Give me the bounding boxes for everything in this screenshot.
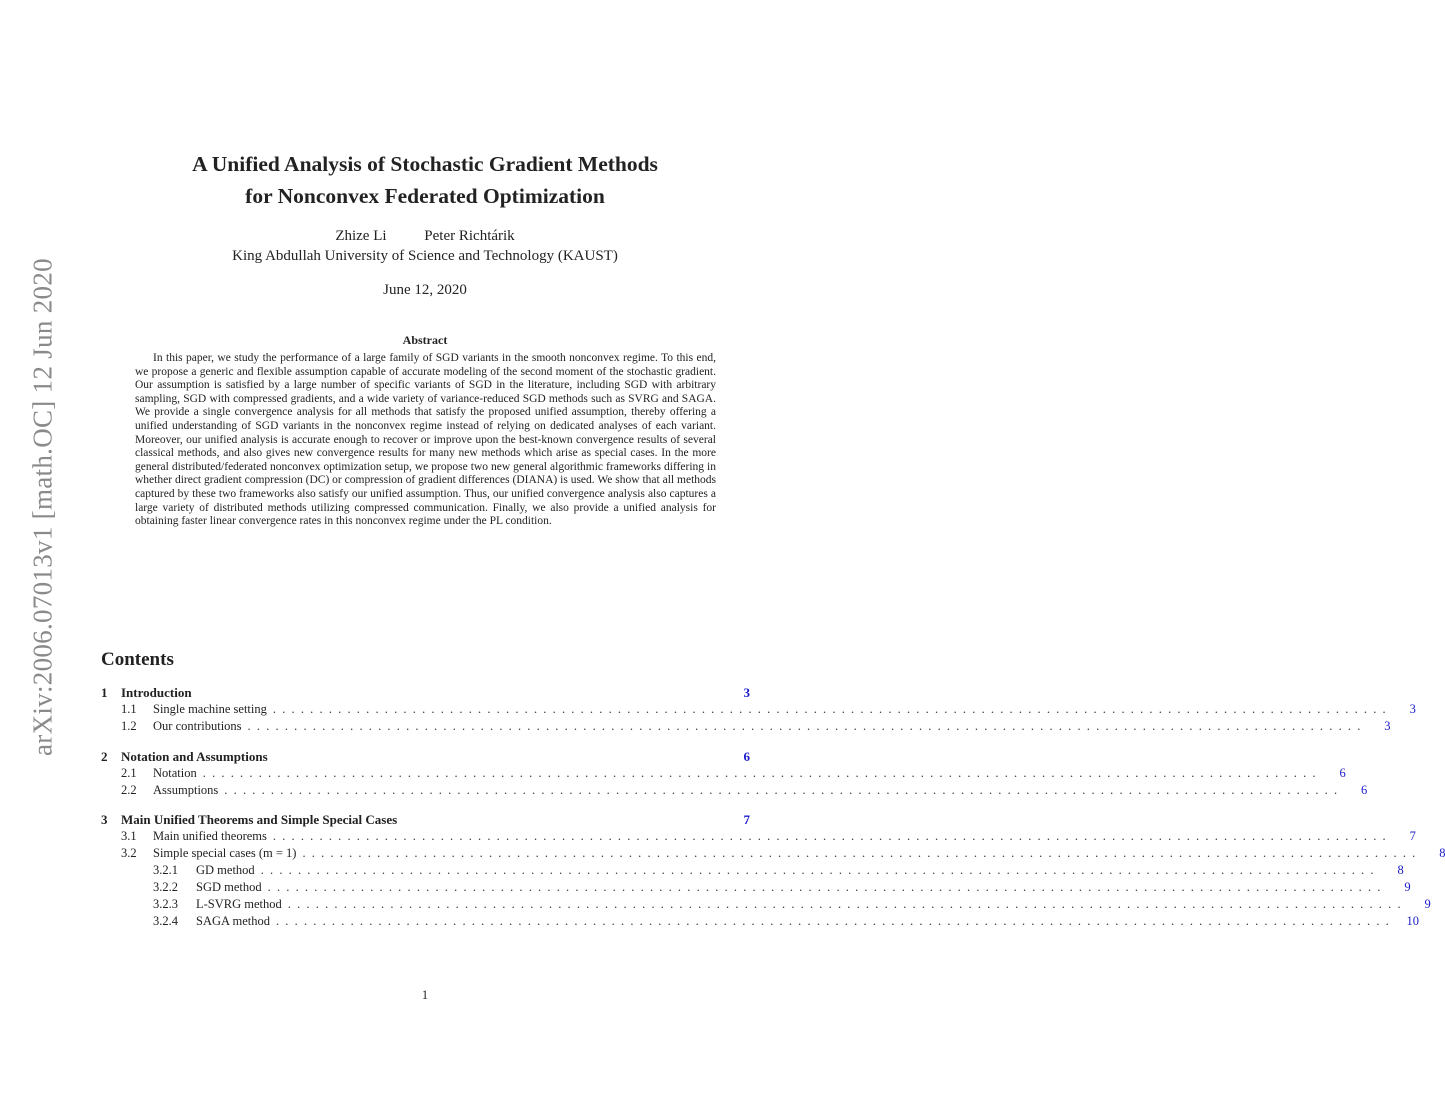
- toc-label: Main Unified Theorems and Simple Special Cases: [121, 811, 403, 828]
- toc-subsubsection[interactable]: [101, 879, 1411, 896]
- abstract-heading: Abstract: [402, 333, 448, 347]
- toc-page-link[interactable]: 7: [743, 812, 750, 827]
- abstract-text: In this paper, we study the performance of a large family of SGD variants in the smooth nonconvex regime. To this end, we propose a generic and flexible assumption capable of accurate modeling of the second moment of the stochastic gradient. Our assumption is satisfied by a large number of specific variants of SGD in the literature, including SGD with arbitrary sampling, SGD with compressed gradients, and a wide variety of variance-reduced SGD methods such as SVRG and SAGA. We provide a single convergence analysis for all methods that satisfy the proposed unified assumption, thereby offering a unified understanding of SGD variants in the nonconvex regime instead of relying on dedicated analyses of each variant. Moreover, our unified analysis is accurate enough to recover or improve upon the best-known convergence results of several classical methods, and also gives new convergence results for many new methods which arise as special cases. In the more general distributed/federated nonconvex optimization setup, we propose two new general algorithmic frameworks differing in whether direct gradient compression (DC) or compression of gradient differences (DIANA) is used. We show that all methods captured by these two frameworks also satisfy our unified assumption. Thus, our unified convergence analysis also captures a large variety of distributed methods utilizing compressed communication. Finally, we also provide a unified analysis for obtaining faster linear convergence rates in this nonconvex regime under the PL condition.: [135, 352, 716, 528]
- page-number: 1: [421, 988, 429, 1002]
- toc-leader: ........................................................................................................................: [224, 782, 1344, 797]
- toc-number: 2.2: [121, 782, 137, 797]
- toc-leader: ........................................................................................................................: [202, 765, 1322, 780]
- table-of-contents: [101, 684, 1445, 930]
- toc-subsubsection[interactable]: [101, 862, 1404, 879]
- toc-label: Introduction: [121, 684, 198, 701]
- toc-label: Notation: [153, 765, 203, 782]
- toc-number: 3.2.4: [153, 914, 178, 928]
- toc-subsection[interactable]: [101, 828, 1416, 845]
- toc-subsection[interactable]: [101, 782, 1368, 799]
- toc-label: Main unified theorems: [153, 828, 273, 845]
- toc-page-link[interactable]: 3: [1384, 719, 1391, 733]
- toc-page-link[interactable]: 8: [1439, 846, 1445, 860]
- toc-label: GD method: [196, 862, 261, 879]
- toc-page-link[interactable]: 7: [1409, 829, 1416, 843]
- toc-leader: ........................................................................................................................: [275, 914, 1395, 928]
- title-line-1: A Unified Analysis of Stochastic Gradient Methods: [192, 152, 658, 176]
- author-name: Peter Richtárik: [424, 228, 515, 244]
- toc-label: Single machine setting: [153, 701, 273, 718]
- toc-subsection[interactable]: [101, 765, 1346, 782]
- toc-number: 2: [101, 748, 108, 764]
- toc-leader: ........................................................................................................................: [267, 880, 1387, 894]
- contents-heading: Contents: [101, 649, 174, 670]
- toc-leader: ........................................................................................................................: [302, 846, 1422, 860]
- author-list: [0, 228, 850, 245]
- toc-leader: ........................................................................................................................: [272, 702, 1392, 716]
- toc-section[interactable]: [101, 748, 750, 765]
- toc-page-link[interactable]: 9: [1424, 897, 1431, 911]
- toc-leader: ........................................................................................................................: [287, 897, 1407, 911]
- toc-section[interactable]: [101, 811, 750, 828]
- toc-number: 1.1: [121, 702, 137, 716]
- toc-subsection[interactable]: [101, 701, 1416, 718]
- toc-subsubsection[interactable]: [101, 896, 1431, 913]
- toc-subsubsection[interactable]: [101, 913, 1419, 930]
- toc-number: 3.2.2: [153, 880, 178, 894]
- toc-number: 3.2: [121, 846, 137, 860]
- publication-date: June 12, 2020: [383, 282, 467, 298]
- toc-page-link[interactable]: 3: [743, 685, 750, 700]
- toc-number: 3.2.3: [153, 897, 178, 911]
- toc-leader: ........................................................................................................................: [260, 863, 1380, 877]
- toc-page-link[interactable]: 10: [1406, 914, 1419, 928]
- toc-label: Notation and Assumptions: [121, 748, 274, 765]
- toc-page-link[interactable]: 3: [1409, 702, 1416, 716]
- toc-page-link[interactable]: 8: [1397, 863, 1404, 877]
- toc-label: L-SVRG method: [196, 896, 288, 913]
- toc-number: 1: [101, 685, 108, 700]
- toc-label: Our contributions: [153, 718, 248, 735]
- toc-leader: ........................................................................................................................: [272, 829, 1392, 843]
- toc-label: Simple special cases (m = 1): [153, 845, 302, 862]
- author-name: Zhize Li: [335, 228, 387, 244]
- affiliation: King Abdullah University of Science and Technology (KAUST): [232, 248, 618, 264]
- toc-number: 3: [101, 812, 108, 827]
- toc-number: 3.2.1: [153, 863, 178, 877]
- toc-leader: ........................................................................................................................: [247, 719, 1367, 733]
- toc-number: 3.1: [121, 829, 137, 843]
- title-line-2: for Nonconvex Federated Optimization: [245, 184, 605, 208]
- toc-page-link[interactable]: 6: [1339, 765, 1346, 780]
- paper-title: [80, 148, 770, 212]
- toc-section[interactable]: [101, 684, 750, 701]
- arxiv-identifier: arXiv:2006.07013v1 [math.OC] 12 Jun 2020: [27, 258, 58, 757]
- toc-page-link[interactable]: 6: [1361, 782, 1368, 797]
- toc-page-link[interactable]: 9: [1404, 880, 1411, 894]
- toc-number: 2.1: [121, 765, 137, 780]
- toc-label: Assumptions: [153, 782, 224, 799]
- toc-page-link[interactable]: 6: [743, 748, 750, 764]
- toc-subsection[interactable]: [101, 718, 1391, 735]
- toc-label: SAGA method: [196, 913, 276, 930]
- toc-number: 1.2: [121, 719, 137, 733]
- toc-subsection[interactable]: [101, 845, 1445, 862]
- toc-label: SGD method: [196, 879, 268, 896]
